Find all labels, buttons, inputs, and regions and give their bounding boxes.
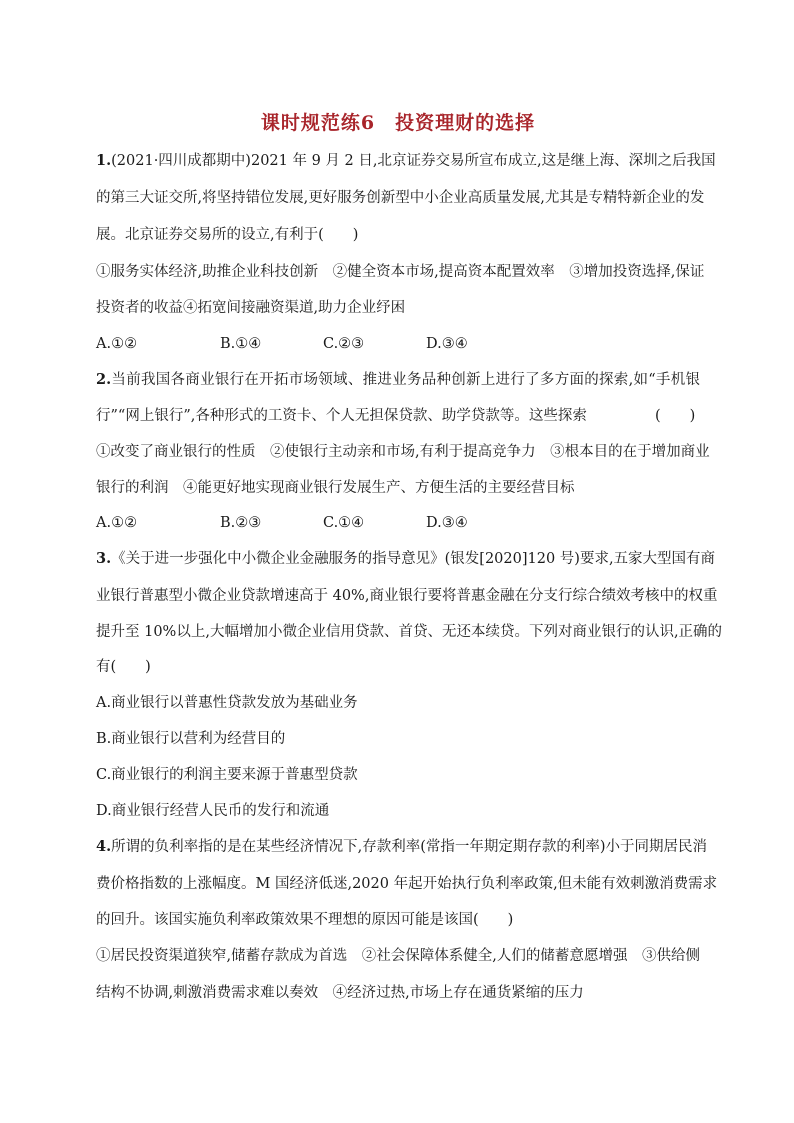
question-4-line-2: 费价格指数的上涨幅度。M 国经济低迷,2020 年起开始执行负利率政策,但未能有效刺激消费需求 bbox=[96, 876, 718, 892]
question-1-line-2: 的第三大证交所,将坚持错位发展,更好服务创新型中小企业高质量发展,尤其是专精特新企业的发 bbox=[96, 190, 705, 206]
question-4-line-3: 的回升。该国实施负利率政策效果不理想的原因可能是该国( ) bbox=[96, 912, 514, 928]
option-c[interactable]: C.商业银行的利润主要来源于普惠型贷款 bbox=[96, 767, 358, 783]
option-b[interactable]: B.①④ bbox=[220, 336, 262, 352]
question-3-line-3: 提升至 10%以上,大幅增加小微企业信用贷款、首贷、无还本续贷。下列对商业银行的认识,正确的 bbox=[96, 624, 723, 640]
question-number: 1. bbox=[96, 152, 112, 169]
page-title: 课时规范练6 投资理财的选择 bbox=[260, 112, 536, 134]
question-2-line-1 bbox=[96, 370, 700, 390]
question-2-line-2 bbox=[96, 406, 700, 426]
option-a[interactable]: A.①② bbox=[96, 336, 138, 352]
question-3-line-4: 有( ) bbox=[96, 659, 151, 675]
question-text: 行”“网上银行”,各种形式的工资卡、个人无担保贷款、助学贷款等。这些探索 bbox=[96, 408, 587, 424]
question-3-line-1 bbox=[96, 549, 716, 569]
question-number: 2. bbox=[96, 371, 112, 388]
question-text: 当前我国各商业银行在开拓市场领域、推进业务品种创新上进行了多方面的探索,如“手机银 bbox=[111, 372, 700, 388]
question-4-line-1 bbox=[96, 837, 708, 857]
option-d[interactable]: D.③④ bbox=[426, 336, 468, 352]
question-text: 《关于进一步强化中小微企业金融服务的指导意见》(银发[2020]120 号)要求,五家大型国有商 bbox=[111, 551, 716, 567]
option-c[interactable]: C.①④ bbox=[323, 515, 365, 531]
option-a[interactable]: A.①② bbox=[96, 515, 138, 531]
question-number: 4. bbox=[96, 838, 112, 855]
option-d[interactable]: D.商业银行经营人民币的发行和流通 bbox=[96, 803, 330, 819]
answer-blank: ( ) bbox=[655, 408, 696, 424]
question-3-line-2: 业银行普惠型小微企业贷款增速高于 40%,商业银行要将普惠金融在分支行综合绩效考核中的权重 bbox=[96, 588, 718, 604]
question-1-item-line-1: ①服务实体经济,助推企业科技创新 ②健全资本市场,提高资本配置效率 ③增加投资选择,保证 bbox=[96, 264, 705, 280]
option-b[interactable]: B.商业银行以营利为经营目的 bbox=[96, 731, 286, 747]
option-c[interactable]: C.②③ bbox=[323, 336, 365, 352]
question-text: (2021·四川成都期中)2021 年 9 月 2 日,北京证券交易所宣布成立,这是继上海、深圳之后我国 bbox=[111, 153, 716, 169]
question-2-item-line-1: ①改变了商业银行的性质 ②使银行主动亲和市场,有利于提高竞争力 ③根本目的在于增加商业 bbox=[96, 444, 710, 460]
question-1-item-line-2: 投资者的收益④拓宽间接融资渠道,助力企业纾困 bbox=[96, 300, 406, 316]
question-2-item-line-2: 银行的利润 ④能更好地实现商业银行发展生产、方便生活的主要经营目标 bbox=[96, 480, 575, 496]
question-number: 3. bbox=[96, 550, 112, 567]
question-4-item-line-1: ①居民投资渠道狭窄,储蓄存款成为首选 ②社会保障体系健全,人们的储蓄意愿增强 ③供给侧 bbox=[96, 948, 700, 964]
option-d[interactable]: D.③④ bbox=[426, 515, 468, 531]
question-text: 所谓的负利率指的是在某些经济情况下,存款利率(常指一年期定期存款的利率)小于同期居民消 bbox=[111, 839, 708, 855]
option-b[interactable]: B.②③ bbox=[220, 515, 262, 531]
question-1-line-1 bbox=[96, 151, 716, 171]
question-4-item-line-2: 结构不协调,刺激消费需求难以奏效 ④经济过热,市场上存在通货紧缩的压力 bbox=[96, 985, 584, 1001]
option-a[interactable]: A.商业银行以普惠性贷款发放为基础业务 bbox=[96, 695, 358, 711]
question-1-line-3: 展。北京证券交易所的设立,有利于( ) bbox=[96, 227, 359, 243]
